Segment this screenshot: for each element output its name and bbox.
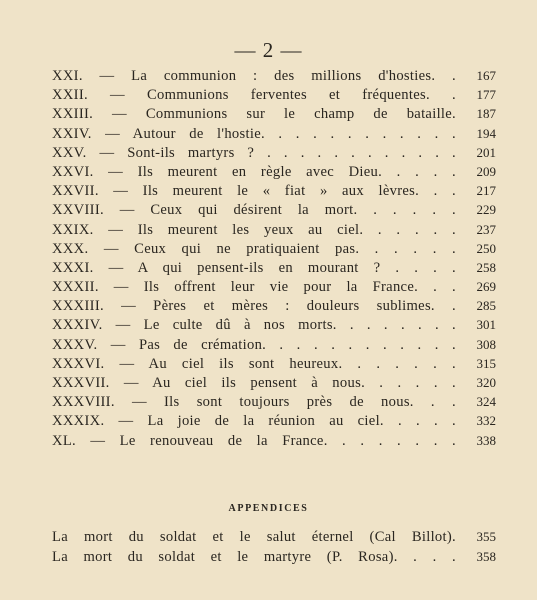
appendices-heading: APPENDICES: [228, 503, 309, 514]
toc-entry-title: XXXI. — A qui pensent-ils en mourant ? . . . .: [52, 259, 456, 276]
toc-entry-page: 308: [476, 336, 496, 352]
toc-entry-title: XXVIII. — Ceux qui désirent la mort. . . . . .: [52, 202, 456, 219]
toc-entry-page: 229: [476, 202, 496, 218]
toc-entry-page: 250: [476, 240, 496, 256]
toc-entry: [52, 277, 496, 296]
toc-entry: [52, 143, 496, 162]
toc-entry-page: 194: [476, 125, 496, 141]
toc-entry-title: XL. — Le renouveau de la France. . . . . . . .: [52, 432, 456, 449]
toc-entry-page: 315: [476, 355, 496, 371]
toc-entry-title: XXVII. — Ils meurent le « fiat » aux lèvres. . .: [52, 183, 456, 200]
toc-entry: [52, 335, 496, 354]
toc-entry-page: 301: [476, 317, 496, 333]
toc-entry-page: 338: [476, 432, 496, 448]
toc-entry-page: 324: [476, 394, 496, 410]
toc-entry: [52, 392, 496, 411]
toc-entry: [52, 124, 496, 143]
toc-entry: [52, 85, 496, 104]
toc-entry-title: XXXII. — Ils offrent leur vie pour la France. . .: [52, 279, 456, 296]
toc-entry: [52, 258, 496, 277]
toc-entry-page: 167: [476, 68, 496, 83]
table-of-contents: [52, 66, 496, 450]
toc-entry-title: XXII. — Communions ferventes et fréquentes. .: [52, 87, 456, 104]
toc-entry-title: XXXVIII. — Ils sont toujours près de nous. . .: [52, 394, 456, 411]
appendix-entry-page: 358: [476, 549, 496, 564]
toc-entry: [52, 296, 496, 315]
toc-entry-page: 217: [476, 183, 496, 199]
toc-entry-title: XXIV. — Autour de l'hostie. . . . . . . . . . . .: [52, 125, 456, 142]
toc-entry-title: XXV. — Sont-ils martyrs ? . . . . . . . . . . . .: [52, 144, 456, 161]
appendix-entry-title: La mort du soldat et le salut éternel (Cal Billot).: [52, 529, 456, 545]
toc-entry-title: XXXVII. — Au ciel ils pensent à nous. . . . . .: [52, 375, 456, 391]
toc-entry-title: XXXIX. — La joie de la réunion au ciel. . . . .: [52, 413, 456, 430]
appendix-entry-page: 355: [476, 529, 496, 544]
toc-entry: [52, 162, 496, 181]
appendix-entry: [52, 547, 496, 567]
toc-entry-page: 237: [476, 221, 496, 237]
toc-entry-title: XXX. — Ceux qui ne pratiquaient pas. . . . . .: [52, 240, 456, 257]
toc-entry-title: XXXIII. — Pères et mères : douleurs sublimes. .: [52, 298, 456, 315]
toc-entry-page: 269: [476, 279, 496, 295]
toc-entry: [52, 315, 496, 334]
appendix-entry-title: La mort du soldat et le martyre (P. Rosa). . . .: [52, 549, 456, 565]
toc-entry-page: 177: [476, 87, 496, 103]
toc-entry-page: 201: [476, 144, 496, 160]
page-number: — 2 —: [234, 38, 303, 62]
toc-entry-title: XXXV. — Pas de crémation. . . . . . . . . . . .: [52, 336, 456, 353]
appendix-entry: [52, 527, 496, 547]
toc-entry: [52, 431, 496, 450]
toc-entry: [52, 239, 496, 258]
appendices-list: [52, 527, 496, 567]
toc-entry: [52, 104, 496, 123]
toc-entry: [52, 354, 496, 373]
toc-entry: [52, 200, 496, 219]
toc-entry: [52, 66, 496, 85]
toc-entry-title: XXVI. — Ils meurent en règle avec Dieu. . . . .: [52, 163, 456, 180]
toc-entry-title: XXXIV. — Le culte dû à nos morts. . . . . . . .: [52, 317, 456, 334]
toc-entry: [52, 220, 496, 239]
toc-entry-title: XXIX. — Ils meurent les yeux au ciel. . . . . .: [52, 221, 456, 238]
toc-entry-page: 320: [476, 375, 496, 390]
toc-entry-page: 285: [476, 298, 496, 314]
toc-entry: [52, 181, 496, 200]
toc-entry-title: XXIII. — Communions sur le champ de bataille.: [52, 106, 456, 123]
toc-entry-page: 187: [476, 106, 496, 122]
toc-entry: [52, 373, 496, 392]
toc-entry: [52, 411, 496, 430]
toc-entry-page: 258: [476, 259, 496, 275]
toc-entry-title: XXI. — La communion : des millions d'hosties. .: [52, 68, 456, 84]
toc-entry-page: 332: [476, 413, 496, 429]
toc-entry-page: 209: [476, 163, 496, 179]
toc-entry-title: XXXVI. — Au ciel ils sont heureux. . . . . . .: [52, 355, 456, 372]
